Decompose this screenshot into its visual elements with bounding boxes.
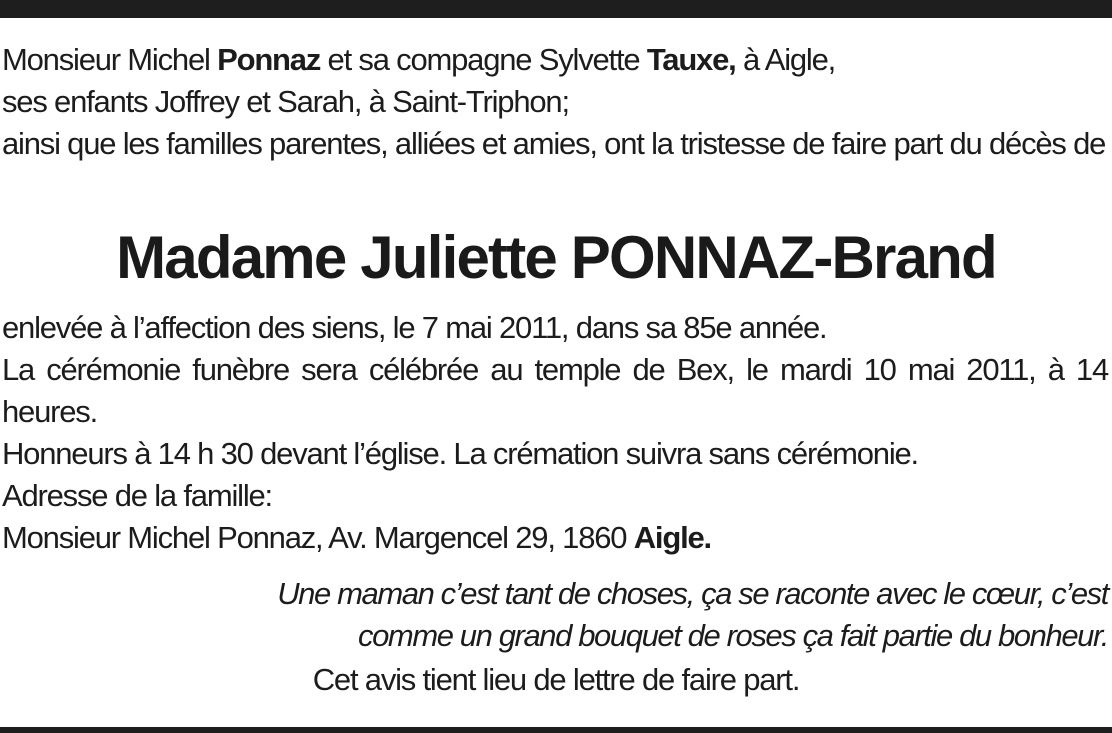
closing-notice: Cet avis tient lieu de lettre de faire part. bbox=[312, 662, 800, 697]
family-address-label: Adresse de la famille: bbox=[2, 478, 272, 513]
intro-families-line: ainsi que les familles parentes, alliées et amies, ont la tristesse de faire part du décès de bbox=[2, 126, 1106, 161]
ceremony-line: La cérémonie funèbre sera célébrée au temple de Bex, le mardi 10 mai 2011, à 14 heures. bbox=[2, 352, 1108, 429]
family-address-line bbox=[2, 517, 1108, 559]
bottom-border-rule bbox=[0, 727, 1112, 733]
surname-tauxe: Tauxe, bbox=[646, 42, 736, 77]
quote-line-1: Une maman c’est tant de choses, ça se raconte avec le cœur, c’est bbox=[277, 576, 1108, 611]
surname-ponnaz: Ponnaz bbox=[217, 42, 321, 77]
deceased-name-heading: Madame Juliette PONNAZ-Brand bbox=[116, 224, 996, 291]
intro-text: Monsieur Michel bbox=[2, 42, 218, 77]
intro-text: à Aigle, bbox=[735, 42, 836, 77]
quote-line-2: comme un grand bouquet de roses ça fait partie du bonheur. bbox=[357, 618, 1108, 653]
honours-line: Honneurs à 14 h 30 devant l’église. La crémation suivra sans cérémonie. bbox=[2, 436, 918, 471]
address-text: Monsieur Michel Ponnaz, Av. Margencel 29, 1860 bbox=[2, 520, 634, 555]
address-city: Aigle. bbox=[633, 520, 711, 555]
top-border-rule bbox=[0, 0, 1112, 18]
announcement-details bbox=[2, 307, 1108, 559]
intro-children-line: ses enfants Joffrey et Sarah, à Saint-Triphon; bbox=[2, 84, 569, 119]
intro-text: et sa compagne Sylvette bbox=[320, 42, 647, 77]
announcement-intro bbox=[2, 39, 1108, 165]
memorial-quote bbox=[108, 573, 1108, 657]
intro-family-line bbox=[2, 39, 1108, 81]
death-date-line: enlevée à l’affection des siens, le 7 mai 2011, dans sa 85e année. bbox=[2, 310, 827, 345]
